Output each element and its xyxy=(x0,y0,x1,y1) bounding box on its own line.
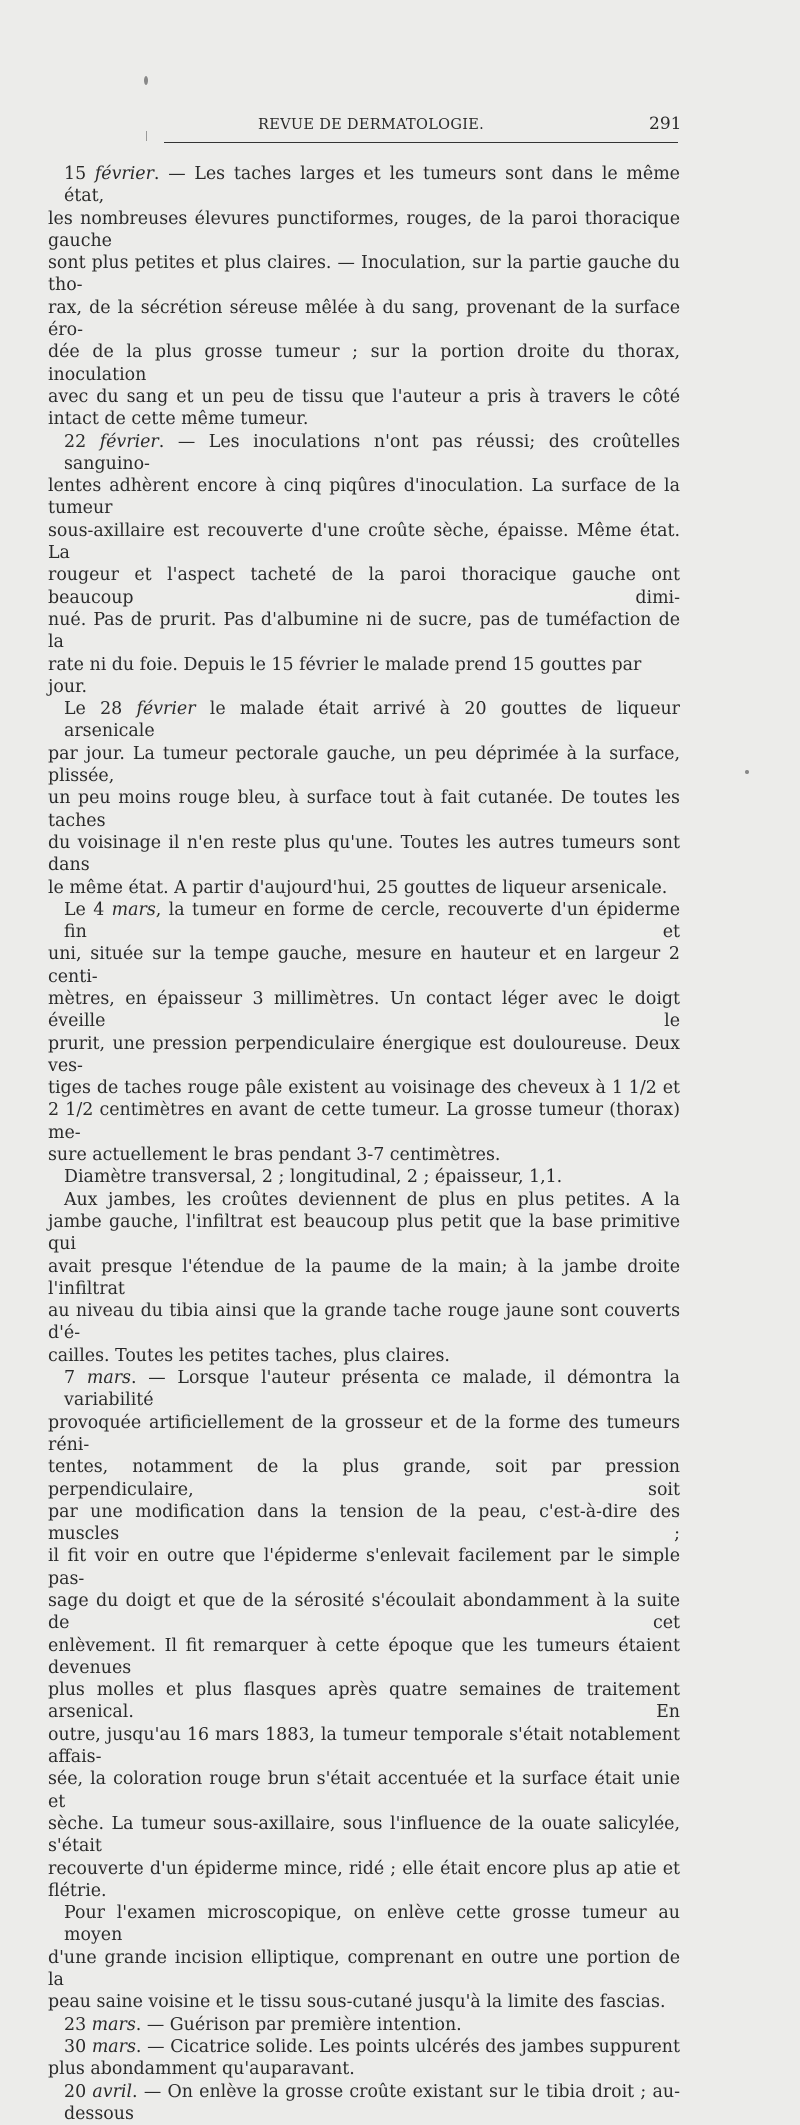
text-line: avait presque l'étendue de la paume de la main; à la jambe droite l'infiltrat xyxy=(48,1256,680,1299)
entry-date: 20 xyxy=(64,2081,93,2102)
text-line: flétrie. xyxy=(48,1880,107,1901)
text-line: rate ni du foie. Depuis le 15 février le malade prend 15 gouttes par jour. xyxy=(48,654,642,697)
text-line: au niveau du tibia ainsi que la grande tache rouge jaune sont couverts d'é- xyxy=(48,1301,680,1344)
entry-text: . — Lorsque l'auteur présenta ce malade, il démontra la variabilité xyxy=(64,1368,680,1411)
entry-month: avril xyxy=(92,2081,133,2102)
text-line: un peu moins rouge bleu, à surface tout à fait cutanée. De toutes les taches xyxy=(48,788,680,831)
text-line: du voisinage il n'en reste plus qu'une. Toutes les autres tumeurs sont dans xyxy=(48,832,680,876)
text-line: Pour l'examen microscopique, on enlève cette grosse tumeur au moyen xyxy=(64,1903,680,1946)
entry-date: 15 xyxy=(64,164,95,184)
text-line xyxy=(48,163,680,208)
text-line: sure actuellement le bras pendant 3-7 centimètres. xyxy=(48,1145,501,1166)
text-line: rougeur et l'aspect tacheté de la paroi thoracique gauche ont beaucoup dimi- xyxy=(48,565,680,608)
text-line xyxy=(48,431,680,476)
text-line: Diamètre transversal, 2 ; longitudinal, 2 ; épaisseur, 1,1. xyxy=(64,1167,563,1188)
entry-text: . — On enlève la grosse croûte existant sur le tibia droit ; au-dessous xyxy=(64,2081,680,2124)
text-line: sage du doigt et que de la sérosité s'écoulait abondamment à la suite de cet xyxy=(48,1591,680,1634)
text-line: 2 1/2 centimètres en avant de cette tumeur. La grosse tumeur (thorax) me- xyxy=(48,1100,680,1143)
text-line: par une modification dans la tension de la peau, c'est-à-dire des muscles ; xyxy=(48,1501,680,1545)
text-line: plus molles et plus flasques après quatre semaines de traitement arsenical. En xyxy=(48,1680,680,1723)
text-line: nué. Pas de prurit. Pas d'albumine ni de sucre, pas de tuméfaction de la xyxy=(48,609,680,653)
entry-month: mars xyxy=(86,1368,131,1389)
header-rule xyxy=(164,142,678,143)
text-line: tentes, notamment de la plus grande, soit par pression perpendiculaire, soit xyxy=(48,1457,680,1500)
text-line: uni, située sur la tempe gauche, mesure en hauteur et en largeur 2 centi- xyxy=(48,944,680,987)
text-line: dée de la plus grosse tumeur ; sur la portion droite du thorax, inoculation xyxy=(48,342,680,385)
margin-mark xyxy=(146,131,147,141)
entry-date: Le 4 xyxy=(64,899,112,920)
entry-month: février xyxy=(99,431,159,452)
entry-date: Le 28 xyxy=(64,699,137,720)
text-line: rax, de la sécrétion séreuse mêlée à du sang, provenant de la surface éro- xyxy=(48,297,680,341)
text-line: mètres, en épaisseur 3 millimètres. Un contact léger avec le doigt éveille le xyxy=(48,988,680,1032)
text-line xyxy=(48,1367,680,1412)
entry-date: 30 xyxy=(64,2036,92,2057)
text-line: provoquée artificiellement de la grosseur et de la forme des tumeurs réni- xyxy=(48,1412,680,1455)
text-line: sée, la coloration rouge brun s'était accentuée et la surface était unie et xyxy=(48,1769,680,1812)
text-line: lentes adhèrent encore à cinq piqûres d'inoculation. La surface de la tumeur xyxy=(48,476,680,519)
text-line: peau saine voisine et le tissu sous-cutané jusqu'à la limite des fascias. xyxy=(48,1992,666,2013)
paper-speck xyxy=(144,76,148,85)
body-text xyxy=(48,163,680,2125)
entry-month: mars xyxy=(111,899,156,920)
text-line: enlèvement. Il fit remarquer à cette époque que les tumeurs étaient devenues xyxy=(48,1635,680,1678)
text-line: par jour. La tumeur pectorale gauche, un peu déprimée à la surface, plissée, xyxy=(48,743,680,787)
text-line: prurit, une pression perpendiculaire énergique est douloureuse. Deux ves- xyxy=(48,1033,680,1076)
entry-month: mars xyxy=(91,2014,136,2035)
text-line: tiges de taches rouge pâle existent au voisinage des cheveux à 1 1/2 et xyxy=(48,1078,680,1099)
text-line: avec du sang et un peu de tissu que l'auteur a pris à travers le côté xyxy=(48,386,680,407)
entry-text: . — Cicatrice solide. Les points ulcérés des jambes suppurent xyxy=(135,2036,680,2057)
text-line: recouverte d'un épiderme mince, ridé ; elle était encore plus ap atie et xyxy=(48,1858,680,1879)
entry-date: 23 xyxy=(64,2014,92,2035)
text-line xyxy=(48,2014,680,2036)
text-line: jambe gauche, l'infiltrat est beaucoup plus petit que la base primitive qui xyxy=(48,1211,680,1255)
text-line: cailles. Toutes les petites taches, plus claires. xyxy=(48,1345,450,1366)
entry-text: . — Les taches larges et les tumeurs sont dans le même état, xyxy=(64,164,680,207)
text-line: Aux jambes, les croûtes deviennent de plus en plus petites. A la xyxy=(64,1189,680,1210)
entry-date: 22 xyxy=(64,431,100,452)
text-line: sèche. La tumeur sous-axillaire, sous l'influence de la ouate salicylée, s'était xyxy=(48,1813,680,1857)
text-line xyxy=(48,698,680,743)
text-line: sont plus petites et plus claires. — Inoculation, sur la partie gauche du tho- xyxy=(48,253,680,296)
running-header: REVUE DE DERMATOLOGIE. xyxy=(258,117,485,133)
text-line: les nombreuses élevures punctiformes, rouges, de la paroi thoracique gauche xyxy=(48,208,680,251)
text-line xyxy=(48,2081,680,2125)
text-line: sous-axillaire est recouverte d'une croûte sèche, épaisse. Même état. La xyxy=(48,520,680,564)
text-line xyxy=(48,2036,680,2058)
entry-text: le malade était arrivé à 20 gouttes de liqueur arsenicale xyxy=(64,699,680,742)
text-line xyxy=(48,899,680,944)
text-line: plus abondamment qu'auparavant. xyxy=(48,2059,355,2080)
page-number: 291 xyxy=(649,114,682,134)
text-line: il fit voir en outre que l'épiderme s'enlevait facilement par le simple pas- xyxy=(48,1546,680,1589)
entry-month: février xyxy=(136,699,196,720)
entry-month: février xyxy=(94,164,154,184)
text-line: outre, jusqu'au 16 mars 1883, la tumeur temporale s'était notablement affais- xyxy=(48,1724,680,1768)
text-line: le même état. A partir d'aujourd'hui, 25 gouttes de liqueur arsenicale. xyxy=(48,877,668,898)
entry-text: , la tumeur en forme de cercle, recouverte d'un épiderme fin et xyxy=(64,899,680,943)
text-line: d'une grande incision elliptique, comprenant en outre une portion de la xyxy=(48,1947,680,1991)
entry-text: . — Les inoculations n'ont pas réussi; des croûtelles sanguino- xyxy=(64,431,680,474)
entry-text: . — Guérison par première intention. xyxy=(135,2014,462,2035)
text-line: intact de cette même tumeur. xyxy=(48,409,309,430)
entry-month: mars xyxy=(91,2036,136,2057)
paper-speck xyxy=(745,770,749,774)
entry-date: 7 xyxy=(64,1368,87,1389)
